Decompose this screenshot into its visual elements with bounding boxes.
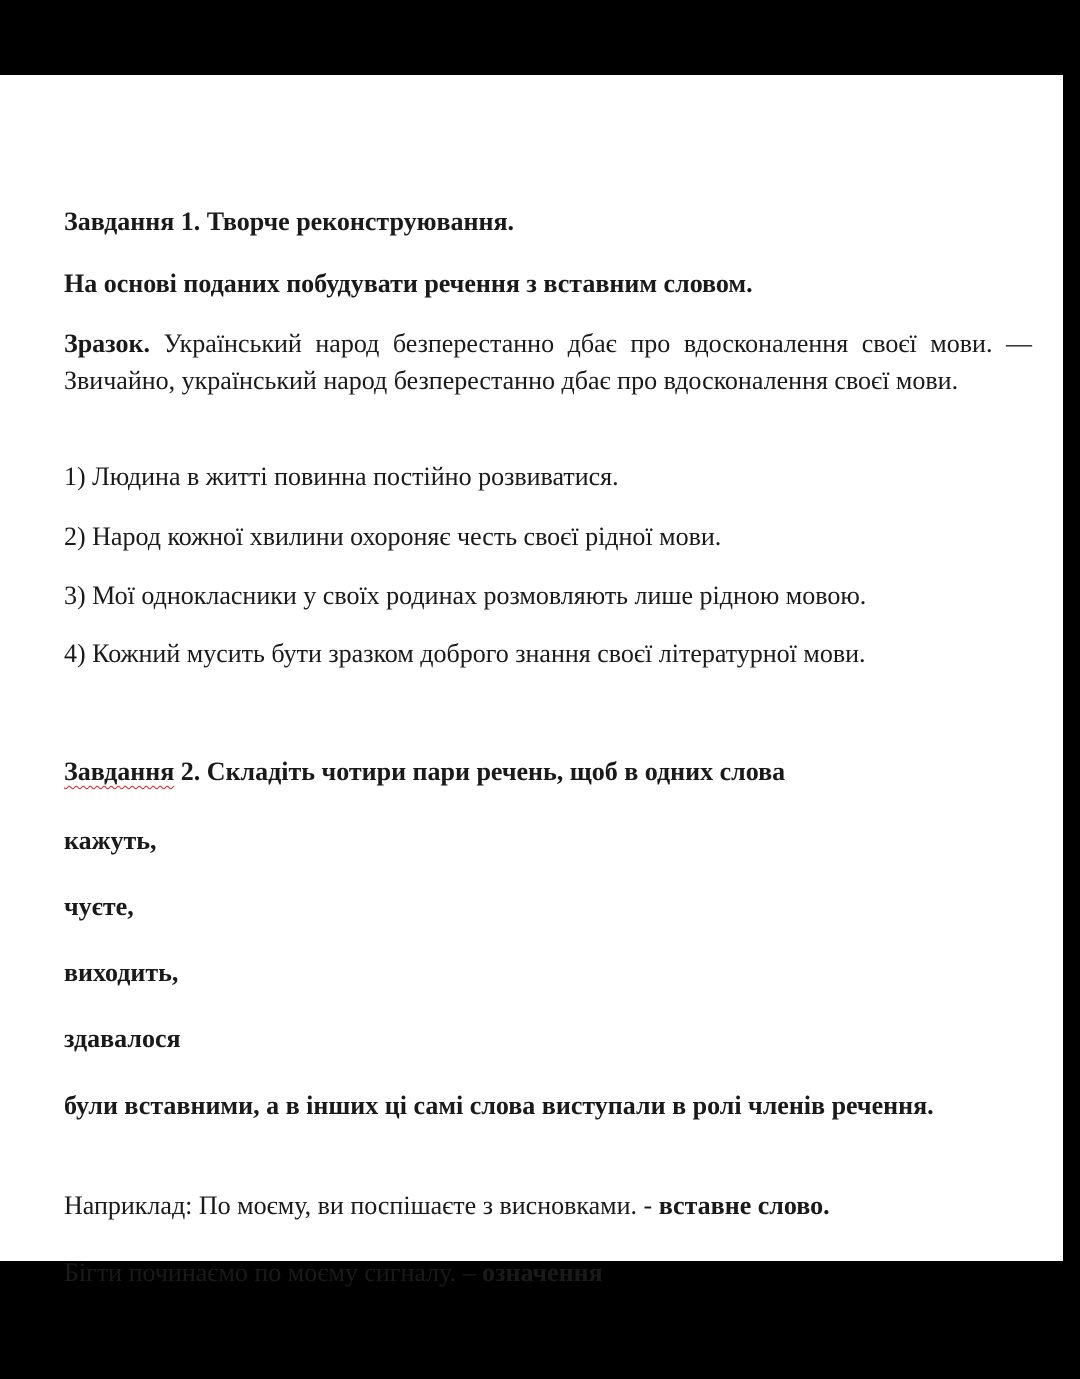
example-text: Український народ безперестанно дбає про вдосконалення своєї мови. — Звичайно, український народ безперестанно дбає про вдосконалення своєї мови. bbox=[64, 329, 1032, 395]
task1-sentence-1: 1) Людина в житті повинна постійно розвиватися. bbox=[64, 462, 619, 491]
task1-sentence-2: 2) Народ кожної хвилини охороняє честь своєї рідної мови. bbox=[64, 522, 722, 551]
example-2-text: Бігти починаємо по моєму сигналу. – bbox=[64, 1258, 483, 1287]
task1-instruction: На основі поданих побудувати речення з вставним словом. bbox=[64, 269, 753, 298]
task2-example-1 bbox=[64, 1187, 1032, 1224]
task2-title bbox=[64, 753, 1032, 790]
task2-word-1: кажуть, bbox=[64, 826, 157, 855]
task2-word-4: здавалося bbox=[64, 1024, 181, 1053]
spellcheck-word: Завдання bbox=[64, 757, 175, 786]
example-1-text: Наприклад: По моєму, ви поспішаєте з висновками. - bbox=[64, 1191, 659, 1220]
task2-example-2 bbox=[64, 1254, 1032, 1291]
page-edge-shadow bbox=[1063, 75, 1080, 1261]
task2-continuation: були вставними, а в інших ці самі слова виступали в ролі членів речення. bbox=[64, 1091, 934, 1120]
task1-sentence-3: 3) Мої однокласники у своїх родинах розмовляють лише рідною мовою. bbox=[64, 581, 867, 610]
document-page bbox=[0, 75, 1063, 1287]
task1-example bbox=[64, 325, 1032, 399]
example-2-answer: означення bbox=[482, 1258, 603, 1287]
task2-word-3: виходить, bbox=[64, 958, 179, 987]
task2-title-rest: 2. Складіть чотири пари речень, щоб в одних слова bbox=[174, 757, 786, 786]
example-1-answer: вставне слово. bbox=[658, 1191, 830, 1220]
task1-sentence-4: 4) Кожний мусить бути зразком доброго знання своєї літературної мови. bbox=[64, 639, 866, 668]
example-label: Зразок. bbox=[64, 329, 150, 358]
task2-word-2: чуєте, bbox=[64, 892, 134, 921]
task1-title: Завдання 1. Творче реконструювання. bbox=[64, 207, 515, 236]
